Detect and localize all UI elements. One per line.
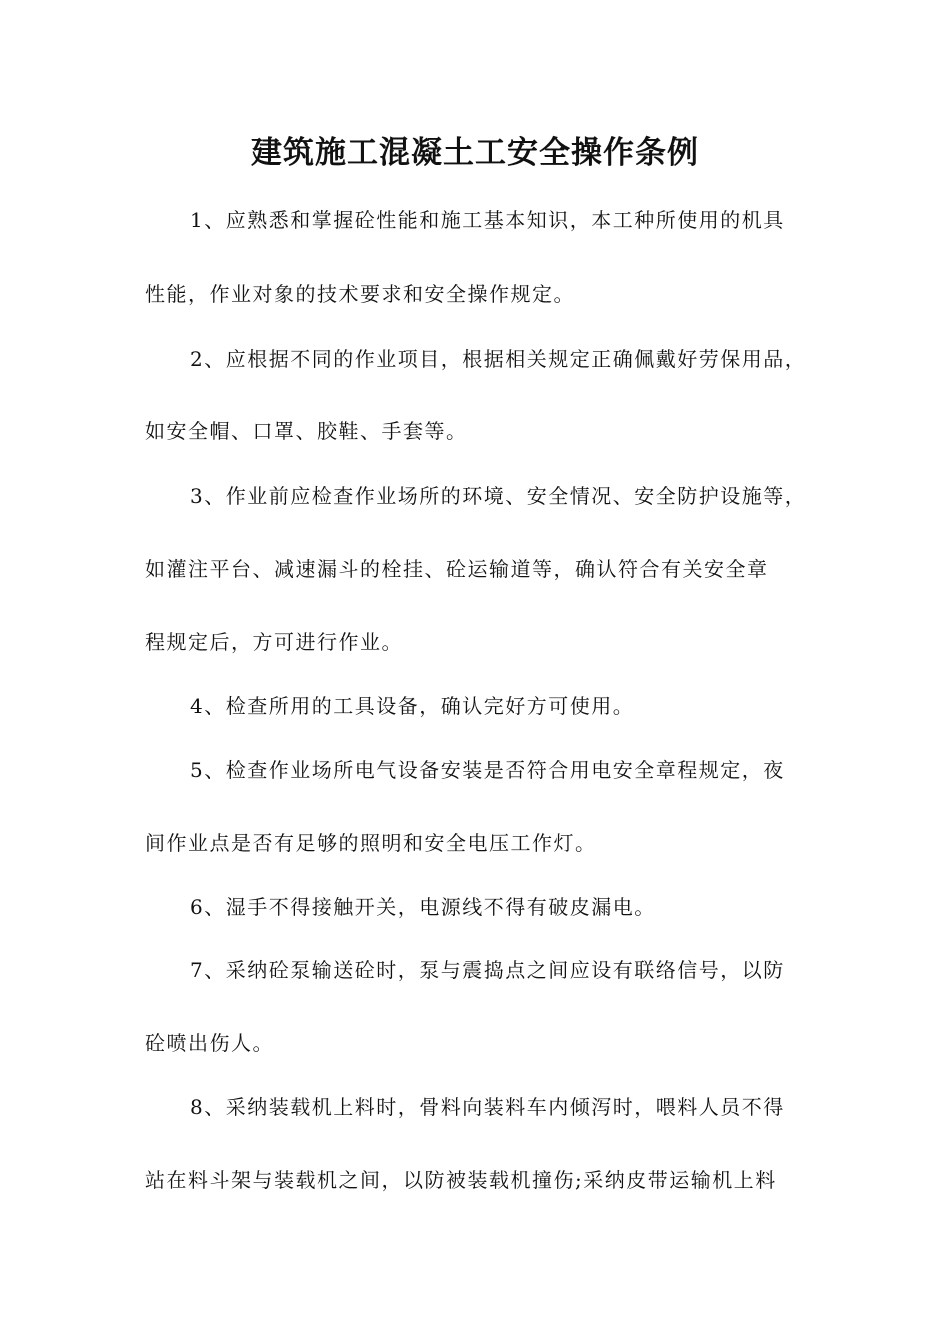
paragraph-1-line-1: 1、应熟悉和掌握砼性能和施工基本知识，本工种所使用的机具	[190, 208, 785, 232]
paragraph-3-line-1: 3、作业前应检查作业场所的环境、安全情况、安全防护设施等，	[190, 484, 807, 508]
paragraph-2-line-1: 2、应根据不同的作业项目，根据相关规定正确佩戴好劳保用品，	[190, 347, 807, 371]
paragraph-3-line-2: 如灌注平台、减速漏斗的栓挂、砼运输道等，确认符合有关安全章	[145, 557, 769, 581]
paragraph-4-line-1: 4、检查所用的工具设备，确认完好方可使用。	[190, 694, 635, 718]
paragraph-8-line-2: 站在料斗架与装载机之间，以防被装载机撞伤;采纳皮带运输机上料	[145, 1168, 777, 1192]
paragraph-7-line-1: 7、采纳砼泵输送砼时，泵与震捣点之间应设有联络信号，以防	[190, 958, 785, 982]
paragraph-5-line-1: 5、检查作业场所电气设备安装是否符合用电安全章程规定，夜	[190, 758, 785, 782]
document-title: 建筑施工混凝土工安全操作条例	[251, 135, 699, 171]
paragraph-5-line-2: 间作业点是否有足够的照明和安全电压工作灯。	[145, 831, 597, 855]
paragraph-7-line-2: 砼喷出伤人。	[145, 1031, 274, 1055]
paragraph-6-line-1: 6、湿手不得接触开关，电源线不得有破皮漏电。	[190, 895, 656, 919]
paragraph-2-line-2: 如安全帽、口罩、胶鞋、手套等。	[145, 419, 468, 443]
paragraph-1-line-2: 性能，作业对象的技术要求和安全操作规定。	[145, 282, 575, 306]
paragraph-3-line-3: 程规定后，方可进行作业。	[145, 630, 403, 654]
paragraph-8-line-1: 8、采纳装载机上料时，骨料向装料车内倾泻时，喂料人员不得	[190, 1095, 785, 1119]
